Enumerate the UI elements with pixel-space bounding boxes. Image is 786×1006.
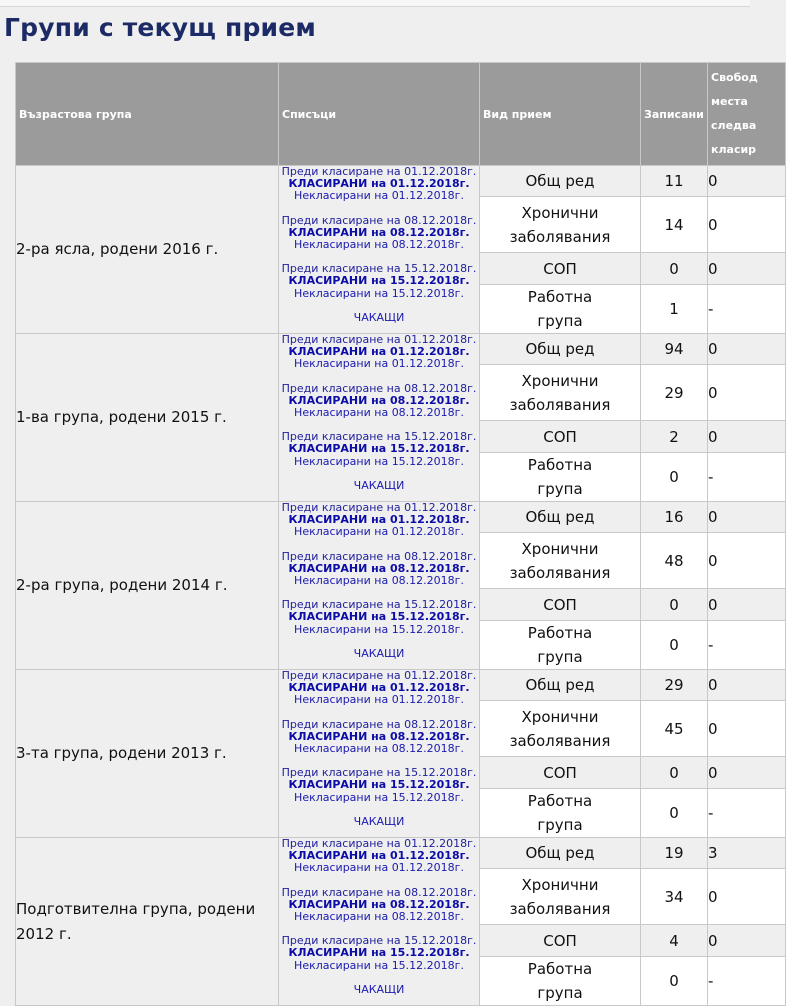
enrolled-count-cell: 94 [641,334,708,365]
admission-kind-cell: Работна група [480,621,641,670]
enrolled-count-cell: 29 [641,365,708,421]
enrolled-count-cell: 0 [641,621,708,670]
header-free-line: класир [711,143,757,156]
free-places-cell: 0 [708,869,786,925]
enrolled-count-cell: 0 [641,589,708,621]
header-kind: Вид прием [480,63,641,166]
waiting-list-link[interactable]: ЧАКАЩИ [353,478,405,492]
free-places-cell: 0 [708,670,786,701]
table-header-row [16,63,786,166]
list-ranked-link[interactable]: КЛАСИРАНИ на 15.12.2018г. [288,778,470,792]
age-group-cell [16,670,279,838]
enrolled-count-cell: 0 [641,453,708,502]
age-group-cell [16,334,279,502]
admission-kind-cell: Работна група [480,957,641,1006]
header-lists: Списъци [279,63,480,166]
list-before-ranking-link[interactable]: Преди класиране на 08.12.2018г. [281,213,477,227]
admission-kind-cell: СОП [480,589,641,621]
lists-cell [279,166,480,334]
admission-kind-cell: СОП [480,253,641,285]
list-before-ranking-link[interactable]: Преди класиране на 15.12.2018г. [281,766,477,780]
free-places-cell: 0 [708,365,786,421]
admission-kind-cell: Общ ред [480,670,641,701]
header-free-line: следва [711,119,757,132]
enrolled-count-cell: 14 [641,197,708,253]
free-places-cell: 0 [708,421,786,453]
admission-kind-cell: СОП [480,757,641,789]
list-unranked-link[interactable]: Некласирани на 15.12.2018г. [294,454,464,468]
list-before-ranking-link[interactable]: Преди класиране на 01.12.2018г. [281,333,477,346]
list-ranked-link[interactable]: КЛАСИРАНИ на 01.12.2018г. [288,849,470,863]
list-ranked-link[interactable]: КЛАСИРАНИ на 15.12.2018г. [288,442,470,456]
admission-kind-cell: Хронични заболявания [480,365,641,421]
list-before-ranking-link[interactable]: Преди класиране на 01.12.2018г. [281,501,477,514]
free-places-cell: - [708,789,786,838]
admission-kind-cell: Работна група [480,453,641,502]
list-ranked-link[interactable]: КЛАСИРАНИ на 15.12.2018г. [288,610,470,624]
list-ranked-link[interactable]: КЛАСИРАНИ на 01.12.2018г. [288,345,470,359]
list-unranked-link[interactable]: Некласирани на 15.12.2018г. [294,958,464,972]
lists-cell [279,502,480,670]
list-ranked-link[interactable]: КЛАСИРАНИ на 08.12.2018г. [288,393,470,407]
list-ranked-link[interactable]: КЛАСИРАНИ на 01.12.2018г. [288,513,470,527]
admission-kind-cell: Общ ред [480,166,641,197]
list-before-ranking-link[interactable]: Преди класиране на 08.12.2018г. [281,549,477,563]
enrolled-count-cell: 0 [641,253,708,285]
free-places-cell: 0 [708,166,786,197]
admission-kind-cell: Общ ред [480,334,641,365]
list-ranked-link[interactable]: КЛАСИРАНИ на 08.12.2018г. [288,897,470,911]
list-unranked-link[interactable]: Некласирани на 15.12.2018г. [294,790,464,804]
enrolled-count-cell: 48 [641,533,708,589]
enrolled-count-cell: 4 [641,925,708,957]
free-places-cell: 0 [708,502,786,533]
list-ranked-link[interactable]: КЛАСИРАНИ на 08.12.2018г. [288,729,470,743]
list-unranked-link[interactable]: Некласирани на 01.12.2018г. [294,189,464,203]
table-row [16,502,786,533]
list-ranked-link[interactable]: КЛАСИРАНИ на 15.12.2018г. [288,274,470,288]
free-places-cell: 0 [708,253,786,285]
list-unranked-link[interactable]: Некласирани на 15.12.2018г. [294,286,464,300]
header-free-line: Свобод [711,71,758,84]
list-before-ranking-link[interactable]: Преди класиране на 01.12.2018г. [281,165,477,178]
enrolled-count-cell: 29 [641,670,708,701]
free-places-cell: 0 [708,701,786,757]
free-places-cell: 0 [708,589,786,621]
list-unranked-link[interactable]: Некласирани на 08.12.2018г. [294,238,464,252]
list-before-ranking-link[interactable]: Преди класиране на 15.12.2018г. [281,934,477,948]
list-before-ranking-link[interactable]: Преди класиране на 08.12.2018г. [281,717,477,731]
enrolled-count-cell: 0 [641,957,708,1006]
free-places-cell: 3 [708,838,786,869]
header-free-line: места [711,95,748,108]
admission-kind-cell: Хронични заболявания [480,197,641,253]
list-unranked-link[interactable]: Некласирани на 08.12.2018г. [294,910,464,924]
age-group-label: 1-ва група, родени 2015 г. [16,408,227,426]
top-divider [0,0,750,7]
enrolled-count-cell: 0 [641,789,708,838]
free-places-cell: 0 [708,334,786,365]
free-places-cell: 0 [708,925,786,957]
list-ranked-link[interactable]: КЛАСИРАНИ на 08.12.2018г. [288,225,470,239]
list-unranked-link[interactable]: Некласирани на 01.12.2018г. [294,861,464,875]
list-unranked-link[interactable]: Некласирани на 08.12.2018г. [294,574,464,588]
enrolled-count-cell: 45 [641,701,708,757]
list-before-ranking-link[interactable]: Преди класиране на 15.12.2018г. [281,262,477,276]
age-group-label: 2-ра ясла, родени 2016 г. [16,240,219,258]
age-group-label: 2-ра група, родени 2014 г. [16,576,228,594]
free-places-cell: - [708,621,786,670]
waiting-list-link[interactable]: ЧАКАЩИ [353,982,405,996]
table-row [16,838,786,869]
lists-cell [279,334,480,502]
free-places-cell: 0 [708,533,786,589]
age-group-label: 3-та група, родени 2013 г. [16,744,227,762]
admission-kind-cell: Работна група [480,285,641,334]
admission-kind-cell: Работна група [480,789,641,838]
admission-kind-cell: СОП [480,421,641,453]
list-before-ranking-link[interactable]: Преди класиране на 15.12.2018г. [281,430,477,444]
admission-kind-cell: Хронични заболявания [480,701,641,757]
age-group-label: Подготвителна група, родени 2012 г. [16,899,256,943]
list-unranked-link[interactable]: Некласирани на 08.12.2018г. [294,406,464,420]
list-unranked-link[interactable]: Некласирани на 01.12.2018г. [294,525,464,539]
page-title: Групи с текущ прием [4,13,317,42]
groups-table [15,62,786,1006]
age-group-cell [16,502,279,670]
table-row [16,334,786,365]
list-unranked-link[interactable]: Некласирани на 01.12.2018г. [294,693,464,707]
free-places-cell: - [708,453,786,502]
list-unranked-link[interactable]: Некласирани на 08.12.2018г. [294,742,464,756]
free-places-cell: 0 [708,197,786,253]
free-places-cell: - [708,285,786,334]
admission-kind-cell: Общ ред [480,502,641,533]
enrolled-count-cell: 16 [641,502,708,533]
enrolled-count-cell: 2 [641,421,708,453]
waiting-list-link[interactable]: ЧАКАЩИ [353,646,405,660]
waiting-list-link[interactable]: ЧАКАЩИ [353,310,405,324]
list-before-ranking-link[interactable]: Преди класиране на 01.12.2018г. [281,669,477,682]
admission-kind-cell: СОП [480,925,641,957]
list-before-ranking-link[interactable]: Преди класиране на 15.12.2018г. [281,598,477,612]
lists-cell [279,838,480,1006]
admission-kind-cell: Хронични заболявания [480,869,641,925]
header-enrolled: Записани [641,63,708,166]
table-row [16,670,786,701]
admission-kind-cell: Хронични заболявания [480,533,641,589]
enrolled-count-cell: 0 [641,757,708,789]
list-unranked-link[interactable]: Некласирани на 01.12.2018г. [294,357,464,371]
list-before-ranking-link[interactable]: Преди класиране на 08.12.2018г. [281,885,477,899]
table-row [16,166,786,197]
enrolled-count-cell: 19 [641,838,708,869]
header-age-group: Възрастова група [16,63,279,166]
header-free-places [708,63,786,166]
list-ranked-link[interactable]: КЛАСИРАНИ на 15.12.2018г. [288,946,470,960]
age-group-cell [16,166,279,334]
lists-cell [279,670,480,838]
list-before-ranking-link[interactable]: Преди класиране на 01.12.2018г. [281,837,477,850]
free-places-cell: - [708,957,786,1006]
admission-kind-cell: Общ ред [480,838,641,869]
enrolled-count-cell: 1 [641,285,708,334]
waiting-list-link[interactable]: ЧАКАЩИ [353,814,405,828]
list-ranked-link[interactable]: КЛАСИРАНИ на 01.12.2018г. [288,177,470,191]
enrolled-count-cell: 11 [641,166,708,197]
free-places-cell: 0 [708,757,786,789]
list-unranked-link[interactable]: Некласирани на 15.12.2018г. [294,622,464,636]
list-before-ranking-link[interactable]: Преди класиране на 08.12.2018г. [281,381,477,395]
age-group-cell [16,838,279,1006]
list-ranked-link[interactable]: КЛАСИРАНИ на 01.12.2018г. [288,681,470,695]
list-ranked-link[interactable]: КЛАСИРАНИ на 08.12.2018г. [288,561,470,575]
enrolled-count-cell: 34 [641,869,708,925]
